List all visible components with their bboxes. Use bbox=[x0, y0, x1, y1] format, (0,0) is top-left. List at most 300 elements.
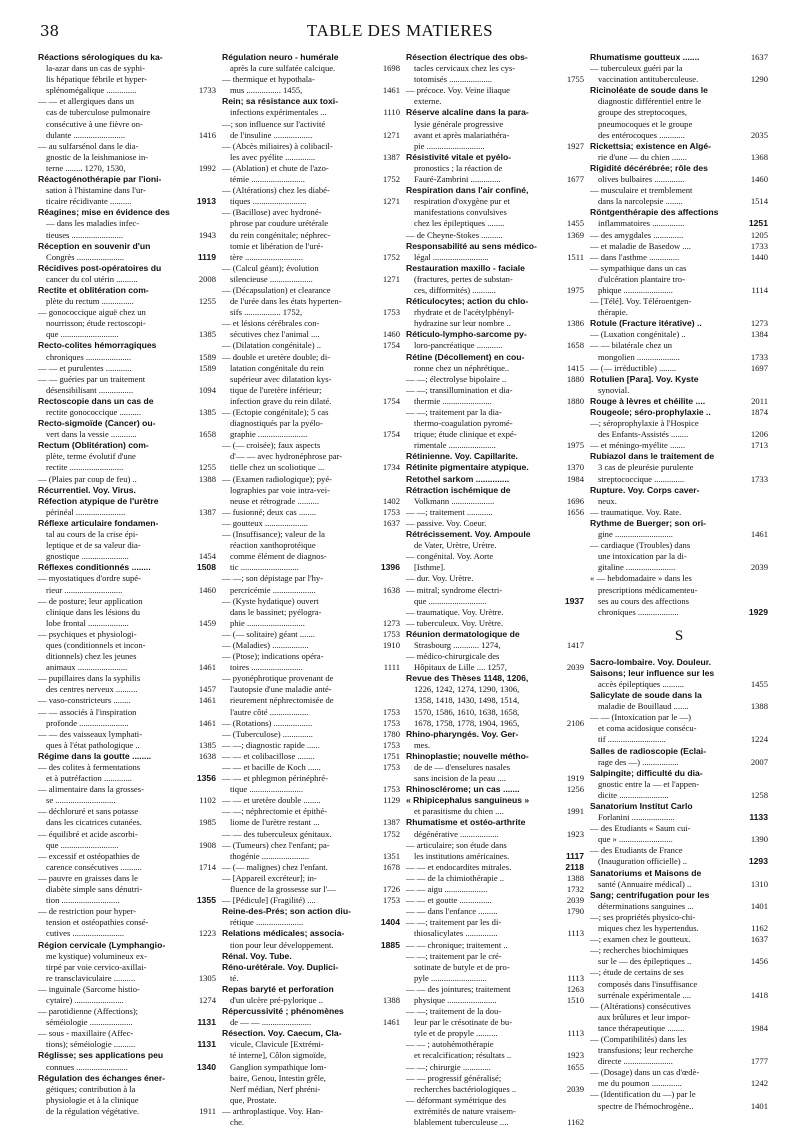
entry-text: Régulation neuro - humérale bbox=[222, 52, 339, 62]
page-reference: 1205 bbox=[750, 229, 768, 240]
entry-text: pyle .......................... bbox=[414, 972, 487, 983]
index-entry-line bbox=[38, 141, 216, 152]
entry-text: — au sulfarsénol dans le dia- bbox=[38, 140, 139, 151]
index-entry-heading bbox=[590, 768, 768, 779]
index-entry-line bbox=[38, 63, 216, 74]
entry-text: 1358, 1418, 1430, 1498, 1514, bbox=[414, 695, 520, 706]
index-entry-line bbox=[222, 695, 400, 706]
page-reference: 1923 bbox=[566, 828, 584, 839]
entry-text: totomisés .................... bbox=[414, 74, 493, 85]
index-entry-line bbox=[38, 629, 216, 640]
index-entry-heading bbox=[590, 518, 768, 529]
entry-text: ces, difformités) ........... bbox=[414, 284, 496, 295]
entry-text: — — progressif généralisé; bbox=[406, 1072, 502, 1083]
entry-text: plète du rectum ............... bbox=[46, 296, 134, 307]
page-reference: 1385 bbox=[198, 329, 216, 340]
index-entry-line bbox=[406, 141, 584, 152]
page-reference: 1102 bbox=[199, 795, 216, 806]
entry-text: d'un ulcère pré-pylorique .. bbox=[230, 994, 323, 1005]
page-reference: 1992 bbox=[198, 162, 216, 173]
index-entry-line bbox=[590, 856, 768, 867]
index-entry-line bbox=[38, 385, 216, 396]
index-entry-line bbox=[38, 352, 216, 363]
entry-text: — — et purulentes ............ bbox=[38, 362, 132, 373]
page-reference: 1386 bbox=[566, 318, 584, 329]
page-reference: 1461 bbox=[382, 85, 400, 96]
page-reference: 1714 bbox=[198, 861, 216, 872]
page-reference: 1119 bbox=[197, 251, 216, 262]
index-entry-line bbox=[222, 607, 400, 618]
index-entry-line bbox=[590, 934, 768, 945]
index-entry-line bbox=[38, 462, 216, 473]
index-entry-line bbox=[406, 829, 584, 840]
page-reference: 1401 bbox=[750, 900, 768, 911]
index-entry-line bbox=[406, 518, 584, 529]
entry-text: pronostics ; la réaction de bbox=[414, 162, 503, 173]
entry-text: — fusionné; deux cas ........ bbox=[222, 506, 317, 517]
index-entry-line bbox=[222, 1062, 400, 1073]
index-entry-line bbox=[38, 995, 216, 1006]
page-reference: 1929 bbox=[748, 606, 768, 617]
entry-text: — (Luxation congénitale) .. bbox=[590, 329, 686, 340]
index-entry-line bbox=[38, 1062, 216, 1073]
page-reference: 1678 bbox=[382, 861, 400, 872]
index-entry-line bbox=[590, 1056, 768, 1067]
index-entry-line bbox=[222, 817, 400, 828]
entry-text: — (Abcès miliaires) à colibacil- bbox=[222, 140, 333, 151]
index-entry-line bbox=[38, 96, 216, 107]
index-entry-line bbox=[38, 85, 216, 96]
index-entry-line bbox=[406, 396, 584, 407]
entry-text: Régime dans la goutte ........ bbox=[38, 750, 152, 761]
entry-text: Rétine (Décollement) en cou- bbox=[406, 351, 525, 362]
entry-text: Relations médicales; associa- bbox=[222, 928, 345, 939]
entry-text: Récurrentiel. Voy. Virus. bbox=[38, 484, 136, 495]
page-reference: 2039 bbox=[566, 1083, 584, 1094]
page-reference: 1417 bbox=[566, 639, 584, 650]
page-reference: 1753 bbox=[382, 307, 400, 318]
page-reference: 1402 bbox=[382, 495, 400, 506]
entry-text: pie ........................... bbox=[414, 140, 485, 151]
index-entry-line bbox=[590, 307, 768, 318]
index-entry-line bbox=[38, 640, 216, 651]
index-entry-line bbox=[406, 63, 584, 74]
entry-text: Sang; centrifugation pour les bbox=[590, 889, 710, 900]
entry-text: cytaire) ....................... bbox=[46, 994, 124, 1005]
index-entry-line bbox=[406, 873, 584, 884]
index-entry-line bbox=[222, 274, 400, 285]
entry-text: l'autopsie d'une maladie anté- bbox=[230, 684, 332, 695]
index-entry-line bbox=[38, 817, 216, 828]
entry-text: — (Tumeurs) chez l'enfant; pa- bbox=[222, 839, 330, 850]
index-entry-line bbox=[406, 418, 584, 429]
index-entry-line bbox=[222, 884, 400, 895]
index-entry-line bbox=[406, 207, 584, 218]
index-entry-line bbox=[38, 695, 216, 706]
page-reference: 1460 bbox=[750, 174, 768, 185]
entry-text: — — de la chimiothérapie .. bbox=[406, 872, 505, 883]
entry-text: — sympathique dans un cas bbox=[590, 262, 687, 273]
index-entry-line bbox=[222, 618, 400, 629]
index-entry-line bbox=[406, 940, 584, 951]
index-entry-line bbox=[38, 1106, 216, 1117]
entry-text: Réticulo-lympho-sarcome py- bbox=[406, 329, 527, 340]
entry-text: Résection. Voy. Caecum, Cla- bbox=[222, 1028, 342, 1039]
page-reference: 1455 bbox=[566, 218, 584, 229]
index-entry-line bbox=[38, 119, 216, 130]
entry-text: fluence de la grossesse sur l'— bbox=[230, 884, 336, 895]
entry-text: sation à l'histamine dans l'ur- bbox=[46, 185, 146, 196]
index-entry-heading bbox=[406, 296, 584, 307]
index-entry-line bbox=[590, 218, 768, 229]
index-entry-line bbox=[406, 951, 584, 962]
entry-text: Rénal. Voy. Tube. bbox=[222, 950, 292, 961]
entry-text: directe ....................... bbox=[598, 1056, 673, 1067]
index-entry-line bbox=[38, 540, 216, 551]
index-entry-line bbox=[590, 757, 768, 768]
page-reference: 1637 bbox=[750, 934, 768, 945]
page-reference: 1753 bbox=[382, 784, 400, 795]
index-entry-line bbox=[222, 418, 400, 429]
index-entry-line bbox=[406, 252, 584, 263]
entry-text: —; examen chez le goutteux. bbox=[590, 934, 691, 945]
page-reference: 1754 bbox=[382, 395, 400, 406]
index-entry-heading bbox=[406, 241, 584, 252]
index-entry-heading bbox=[590, 396, 768, 407]
index-entry-line bbox=[590, 440, 768, 451]
entry-text: baire, Genou, Intestin grêle, bbox=[230, 1072, 326, 1083]
page-reference: 1461 bbox=[750, 529, 768, 540]
index-entry-heading bbox=[590, 163, 768, 174]
entry-text: — — ; autohémothérapie bbox=[406, 1039, 494, 1050]
entry-text: gétiques; contribution à la bbox=[46, 1083, 136, 1094]
index-entry-line bbox=[38, 185, 216, 196]
entry-text: supérieur avec dilatation kys- bbox=[230, 373, 332, 384]
index-entry-line bbox=[222, 917, 400, 928]
entry-text: déterminations sanguines ... bbox=[598, 900, 694, 911]
entry-text: tic ........................... bbox=[230, 562, 299, 573]
entry-text: Rétraction ischémique de bbox=[406, 484, 511, 495]
page-reference: 1589 bbox=[198, 351, 216, 362]
page-reference: 1697 bbox=[750, 362, 768, 373]
page-reference: 1638 bbox=[382, 584, 400, 595]
index-entry-line bbox=[222, 806, 400, 817]
index-entry-heading bbox=[590, 801, 768, 812]
entry-text: Réactogénothérapie par l'ioni- bbox=[38, 174, 162, 185]
entry-text: — —; chirurgie ............. bbox=[406, 1061, 491, 1072]
index-entry-line bbox=[38, 374, 216, 385]
index-entry-line bbox=[222, 1084, 400, 1095]
index-entry-line bbox=[222, 829, 400, 840]
page-reference: 1733 bbox=[198, 85, 216, 96]
index-entry-heading bbox=[222, 52, 400, 63]
index-entry-line bbox=[406, 1062, 584, 1073]
entry-text: — —; traitement de la dou- bbox=[406, 1006, 502, 1017]
index-entry-line bbox=[406, 618, 584, 629]
index-entry-heading bbox=[590, 407, 768, 418]
entry-text: composés dans l'insuffisance bbox=[598, 978, 698, 989]
entry-text: — (Insuffisance); valeur de la bbox=[222, 529, 325, 540]
entry-text: Rubiazol dans le traitement de bbox=[590, 451, 715, 462]
page-reference: 1290 bbox=[750, 74, 768, 85]
page-reference: 1273 bbox=[750, 318, 768, 329]
entry-text: cancer du col utérin .......... bbox=[46, 273, 138, 284]
index-entry-line bbox=[38, 474, 216, 485]
entry-text: streptococcique .............. bbox=[598, 473, 685, 484]
entry-text: que, Prostate. bbox=[230, 1094, 277, 1105]
entry-text: animaux ....................... bbox=[46, 662, 128, 673]
index-entry-heading bbox=[38, 340, 216, 351]
index-entry-line bbox=[38, 851, 216, 862]
page-reference: 1271 bbox=[382, 129, 400, 140]
entry-text: — (Altérations) consécutives bbox=[590, 1000, 691, 1011]
index-entry-heading bbox=[406, 629, 584, 640]
entry-text: neuse et rétrograde .......... bbox=[230, 495, 320, 506]
entry-text: Récidives post-opératoires du bbox=[38, 262, 162, 273]
index-entry-line bbox=[38, 962, 216, 973]
index-column-3 bbox=[406, 52, 584, 1127]
entry-text: consécutive à une fièvre on- bbox=[46, 118, 143, 129]
entry-text: — — et phlegmon périnéphré- bbox=[222, 773, 328, 784]
entry-text: —; son influence sur l'activité bbox=[222, 118, 326, 129]
index-entry-line bbox=[406, 1039, 584, 1050]
entry-text: — tuberculeux. Voy. Urètre. bbox=[406, 617, 503, 628]
index-entry-line bbox=[222, 174, 400, 185]
index-entry-line bbox=[406, 806, 584, 817]
index-entry-heading bbox=[38, 207, 216, 218]
index-column-4 bbox=[590, 52, 768, 1111]
index-entry-line bbox=[590, 901, 768, 912]
page-reference: 1129 bbox=[383, 795, 400, 806]
page-reference: 1310 bbox=[750, 878, 768, 889]
entry-text: — des Etudiants « Saum cui- bbox=[590, 823, 691, 834]
entry-text: Reine-des-Prés; son action diu- bbox=[222, 906, 351, 917]
entry-text: Nerf médian, Nerf phréni- bbox=[230, 1083, 321, 1094]
page-reference: 1113 bbox=[567, 928, 584, 939]
index-entry-line bbox=[222, 329, 400, 340]
entry-text: Recto-colites hémorragiques bbox=[38, 340, 157, 351]
entry-text: — musculaire et tremblement bbox=[590, 185, 693, 196]
entry-text: et recalcification; résultats .. bbox=[414, 1050, 512, 1061]
index-entry-line bbox=[406, 119, 584, 130]
entry-text: graphie ....................... bbox=[230, 429, 308, 440]
index-entry-line bbox=[222, 1017, 400, 1028]
entry-text: respiration d'oxygène pur et bbox=[414, 196, 510, 207]
entry-text: — (Dilatation congénitale) .. bbox=[222, 340, 322, 351]
index-entry-line bbox=[406, 906, 584, 917]
entry-text: liome de l'urètre restant ... bbox=[230, 817, 320, 828]
index-entry-heading bbox=[222, 984, 400, 995]
entry-text: Responsabilité au sens médico- bbox=[406, 240, 537, 251]
index-entry-line bbox=[38, 318, 216, 329]
entry-text: phie ........................... bbox=[230, 617, 305, 628]
index-entry-line bbox=[590, 712, 768, 723]
index-entry-heading bbox=[590, 52, 768, 63]
entry-text: sans incision de la peau .... bbox=[414, 773, 506, 784]
entry-text: sotinate de butyle et de pro- bbox=[414, 961, 510, 972]
index-entry-heading bbox=[590, 374, 768, 385]
index-entry-line bbox=[38, 917, 216, 928]
index-entry-line bbox=[406, 840, 584, 851]
index-entry-heading bbox=[38, 174, 216, 185]
page-reference: 1273 bbox=[382, 617, 400, 628]
index-entry-line bbox=[222, 729, 400, 740]
entry-text: plète, terme évolutif d'une bbox=[46, 451, 136, 462]
page-reference: 2011 bbox=[751, 395, 768, 406]
index-entry-line bbox=[406, 440, 584, 451]
index-column-2 bbox=[222, 52, 400, 1127]
entry-text: transfusions; leur recherche bbox=[598, 1045, 693, 1056]
page-reference: 1975 bbox=[566, 440, 584, 451]
index-entry-line bbox=[222, 429, 400, 440]
page-reference: 1418 bbox=[750, 989, 768, 1000]
index-entry-line bbox=[38, 573, 216, 584]
entry-text: Salles de radioscopie (Eclai- bbox=[590, 745, 707, 756]
index-entry-line bbox=[222, 241, 400, 252]
index-entry-heading bbox=[406, 729, 584, 740]
index-entry-line bbox=[590, 879, 768, 890]
entry-text: tion pour leur développement. bbox=[230, 939, 334, 950]
entry-text: thogénie ...................... bbox=[230, 850, 310, 861]
index-entry-line bbox=[38, 130, 216, 141]
index-entry-heading bbox=[222, 951, 400, 962]
entry-text: Résistivité vitale et pyélo- bbox=[406, 151, 512, 162]
page-reference: 1753 bbox=[382, 706, 400, 717]
entry-text: Rupture. Voy. Corps caver- bbox=[590, 484, 700, 495]
entry-text: — —; néphrectomie et épithé- bbox=[222, 806, 327, 817]
index-entry-line bbox=[38, 107, 216, 118]
index-entry-line bbox=[222, 507, 400, 518]
page-reference: 1110 bbox=[383, 107, 400, 118]
index-entry-heading bbox=[406, 485, 584, 496]
entry-text: cutives ........................ bbox=[46, 928, 125, 939]
index-entry-line bbox=[590, 462, 768, 473]
index-entry-line bbox=[222, 296, 400, 307]
entry-text: olives bulbaires .............. bbox=[598, 174, 685, 185]
page-reference: 1589 bbox=[198, 362, 216, 373]
entry-text: Répercussivité ; phénomènes bbox=[222, 1006, 344, 1017]
index-entry-heading bbox=[406, 529, 584, 540]
page-reference: 1508 bbox=[196, 562, 216, 573]
entry-text: Rétinite pigmentaire atypique. bbox=[406, 462, 529, 473]
index-entry-line bbox=[222, 1117, 400, 1128]
entry-text: dégénérative .................. bbox=[414, 828, 499, 839]
index-entry-line bbox=[590, 285, 768, 296]
entry-text: Ganglion sympathique lom- bbox=[230, 1061, 327, 1072]
index-entry-line bbox=[38, 773, 216, 784]
page-reference: 1355 bbox=[196, 895, 216, 906]
entry-text: comme élément de diagnos- bbox=[230, 551, 327, 562]
entry-text: — excessif et ostéopathies de bbox=[38, 850, 140, 861]
entry-text: avant et après malariathéra- bbox=[414, 129, 510, 140]
entry-text: — goutteux .................... bbox=[222, 517, 308, 528]
index-entry-line bbox=[38, 607, 216, 618]
index-entry-line bbox=[222, 740, 400, 751]
index-entry-line bbox=[38, 1039, 216, 1050]
index-entry-heading bbox=[38, 263, 216, 274]
entry-text: thermo-coagulation pyromé- bbox=[414, 418, 513, 429]
entry-text: vert dans la vessie ............ bbox=[46, 429, 137, 440]
page-reference: 1991 bbox=[566, 806, 584, 817]
index-entry-line bbox=[590, 573, 768, 584]
index-entry-line bbox=[38, 684, 216, 695]
entry-text: — et maladie de Basedow .... bbox=[590, 240, 691, 251]
entry-text: — (Tuberculose) .............. bbox=[222, 728, 313, 739]
page-reference: 1777 bbox=[750, 1056, 768, 1067]
index-entry-line bbox=[222, 285, 400, 296]
page-reference: 1460 bbox=[382, 329, 400, 340]
entry-text: réaction xanthoprotéique bbox=[230, 540, 316, 551]
index-entry-line bbox=[222, 940, 400, 951]
entry-text: Réflexe articulaire fondamen- bbox=[38, 517, 159, 528]
entry-text: désensibilisant ................ bbox=[46, 384, 134, 395]
index-entry-line bbox=[406, 984, 584, 995]
entry-text: — — des jointures; traitement bbox=[406, 983, 511, 994]
index-entry-line bbox=[222, 795, 400, 806]
index-entry-heading bbox=[222, 1006, 400, 1017]
page-reference: 1511 bbox=[567, 251, 584, 262]
index-entry-heading bbox=[406, 795, 584, 806]
entry-text: — de restriction pour hyper- bbox=[38, 906, 137, 917]
index-entry-line bbox=[222, 196, 400, 207]
page-reference: 1340 bbox=[196, 1061, 216, 1072]
index-entry-line bbox=[222, 407, 400, 418]
entry-text: rectite ......................... bbox=[46, 462, 124, 473]
entry-text: rétique ...................... bbox=[230, 917, 304, 928]
index-entry-line bbox=[590, 790, 768, 801]
entry-text: — des Etudiants de France bbox=[590, 845, 683, 856]
index-entry-line bbox=[406, 585, 584, 596]
index-entry-line bbox=[222, 762, 400, 773]
index-entry-line bbox=[222, 1050, 400, 1061]
entry-text: des entérocoques ............ bbox=[598, 129, 685, 140]
page-reference: 2106 bbox=[566, 717, 584, 728]
entry-text: — — associés à l'inspiration bbox=[38, 706, 137, 717]
index-entry-line bbox=[38, 806, 216, 817]
entry-text: ticaire récidivante .......... bbox=[46, 196, 132, 207]
index-entry-line bbox=[222, 1073, 400, 1084]
entry-text: Rectite et oblitération com- bbox=[38, 284, 149, 295]
index-entry-line bbox=[222, 385, 400, 396]
entry-text: — tuberculeux guéri par la bbox=[590, 63, 683, 74]
index-entry-line bbox=[38, 230, 216, 241]
page-reference: 1510 bbox=[566, 994, 584, 1005]
index-entry-line bbox=[222, 673, 400, 684]
page-reference: 1416 bbox=[198, 129, 216, 140]
entry-text: — déchloruré et sans potasse bbox=[38, 806, 139, 817]
entry-text: les avec pyélite .............. bbox=[230, 151, 316, 162]
entry-text: se ............................ bbox=[46, 795, 116, 806]
index-entry-line bbox=[590, 230, 768, 241]
page-reference: 1113 bbox=[567, 1028, 584, 1039]
index-entry-line bbox=[406, 695, 584, 706]
entry-text: Rectum (Oblitération) com- bbox=[38, 440, 149, 451]
entry-text: — — des tuberculeux génitaux. bbox=[222, 828, 332, 839]
entry-text: — pyonéphrotique provenant de bbox=[222, 673, 334, 684]
entry-text: — parotidienne (Affections); bbox=[38, 1006, 139, 1017]
entry-text: dicite ....................... bbox=[598, 789, 669, 800]
entry-text: té interne], Côlon sigmoïde, bbox=[230, 1050, 327, 1061]
index-entry-line bbox=[590, 779, 768, 790]
page-reference: 1752 bbox=[382, 828, 400, 839]
entry-text: — (— malignes) chez l'enfant. bbox=[222, 861, 328, 872]
page-reference: 1274 bbox=[198, 994, 216, 1005]
index-entry-line bbox=[222, 784, 400, 795]
entry-text: tique de l'uretère inférieur; bbox=[230, 384, 322, 395]
page-reference: 1388 bbox=[382, 994, 400, 1005]
page-reference: 1755 bbox=[566, 74, 584, 85]
index-entry-line bbox=[590, 823, 768, 834]
